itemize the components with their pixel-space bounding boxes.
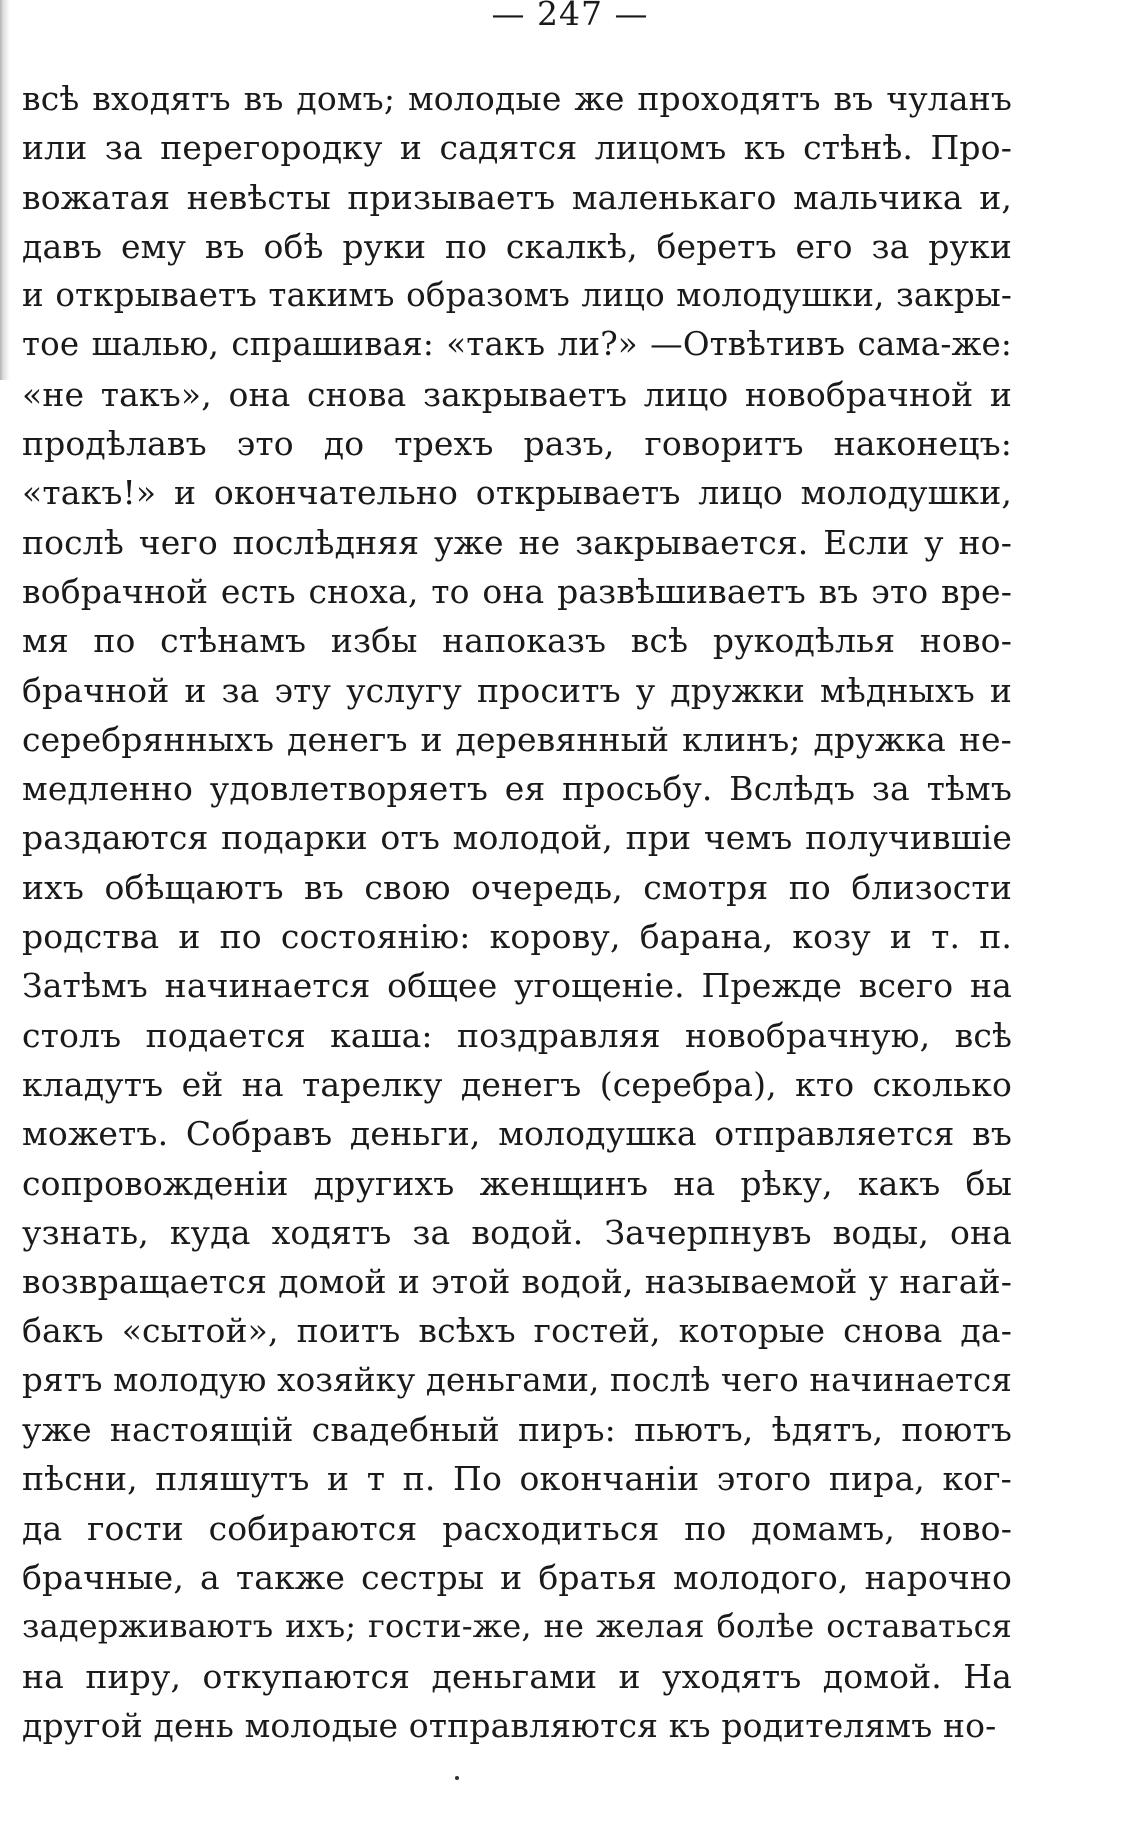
text-line: всѣ входятъ въ домъ; молодые же проходятъ въ чуланъ <box>22 79 1012 118</box>
text-line: тое шалью, спрашивая: «такъ ли?» —Отвѣтивъ сама-же: <box>22 325 1012 364</box>
text-line: рятъ молодую хозяйку деньгами, послѣ чего начинается <box>22 1360 1012 1399</box>
text-line: задерживаютъ ихъ; гости-же, не желая болѣе оставаться <box>22 1607 1012 1646</box>
text-line: кладутъ ей на тарелку денегъ (серебра), кто сколько <box>22 1064 1012 1104</box>
text-line: узнать, куда ходятъ за водой. Зачерпнувъ воды, она <box>22 1212 1012 1252</box>
text-line: вожатая невѣсты призываетъ маленькаго мальчика и, <box>22 177 1012 217</box>
text-line: сопровожденіи другихъ женщинъ на рѣку, какъ бы <box>22 1163 1012 1203</box>
text-line: столъ подается каша: поздравляя новобрачную, всѣ <box>22 1015 1012 1055</box>
text-line: можетъ. Собравъ деньги, молодушка отправляется въ <box>22 1114 1012 1154</box>
text-line: родства и по состоянію: корову, барана, козу и т. п. <box>22 917 1012 957</box>
text-line: продѣлавъ это до трехъ разъ, говоритъ наконецъ: <box>22 424 1012 464</box>
page-edge-shadow <box>0 0 14 380</box>
text-line: и открываетъ такимъ образомъ лицо молодушки, закры- <box>22 276 1012 315</box>
text-line: «не такъ», она снова закрываетъ лицо новобрачной и <box>22 374 1012 414</box>
text-line: послѣ чего послѣдняя уже не закрывается. Если у но- <box>22 522 1012 562</box>
text-line: «такъ!» и окончательно открываетъ лицо молодушки, <box>22 473 1012 513</box>
text-line: брачные, а также сестры и братья молодого, нарочно <box>22 1557 1012 1597</box>
text-line: вобрачной есть сноха, то она развѣшиваетъ въ это вре- <box>22 571 1012 611</box>
text-line: другой день молодые отправляются къ родителямъ но- <box>22 1705 997 1745</box>
page-number: — 247 — <box>491 0 649 33</box>
text-line: бакъ «сытой», поитъ всѣхъ гостей, которые снова да- <box>22 1311 1012 1351</box>
text-line: брачной и за эту услугу проситъ у дружки мѣдныхъ и <box>22 670 1012 710</box>
text-line: возвращается домой и этой водой, называемой у нагай- <box>22 1262 1012 1302</box>
body-text <box>22 74 1012 1750</box>
text-line: Затѣмъ начинается общее угощеніе. Прежде всего на <box>22 966 1012 1006</box>
text-line: медленно удовлетворяетъ ея просьбу. Вслѣдъ за тѣмъ <box>22 769 1012 809</box>
text-line: на пиру, откупаются деньгами и уходятъ домой. На <box>22 1656 1012 1696</box>
text-line: мя по стѣнамъ избы напоказъ всѣ рукодѣлья ново- <box>22 621 1012 661</box>
text-line: уже настоящій свадебный пиръ: пьютъ, ѣдятъ, поютъ <box>22 1410 1012 1450</box>
ink-speck <box>455 1776 459 1780</box>
text-line: серебрянныхъ денегъ и деревянный клинъ; дружка не- <box>22 719 1012 759</box>
text-line: да гости собираются расходиться по домамъ, ново- <box>22 1508 1012 1548</box>
text-line: давъ ему въ обѣ руки по скалкѣ, беретъ его за руки <box>22 226 1012 266</box>
text-line: или за перегородку и садятся лицомъ къ стѣнѣ. Про- <box>22 128 1012 168</box>
text-line: пѣсни, пляшутъ и т п. По окончаніи этого пира, ког- <box>22 1459 1012 1499</box>
text-line: раздаются подарки отъ молодой, при чемъ получившіе <box>22 818 1012 858</box>
text-line: ихъ обѣщаютъ въ свою очередь, смотря по близости <box>22 867 1012 907</box>
